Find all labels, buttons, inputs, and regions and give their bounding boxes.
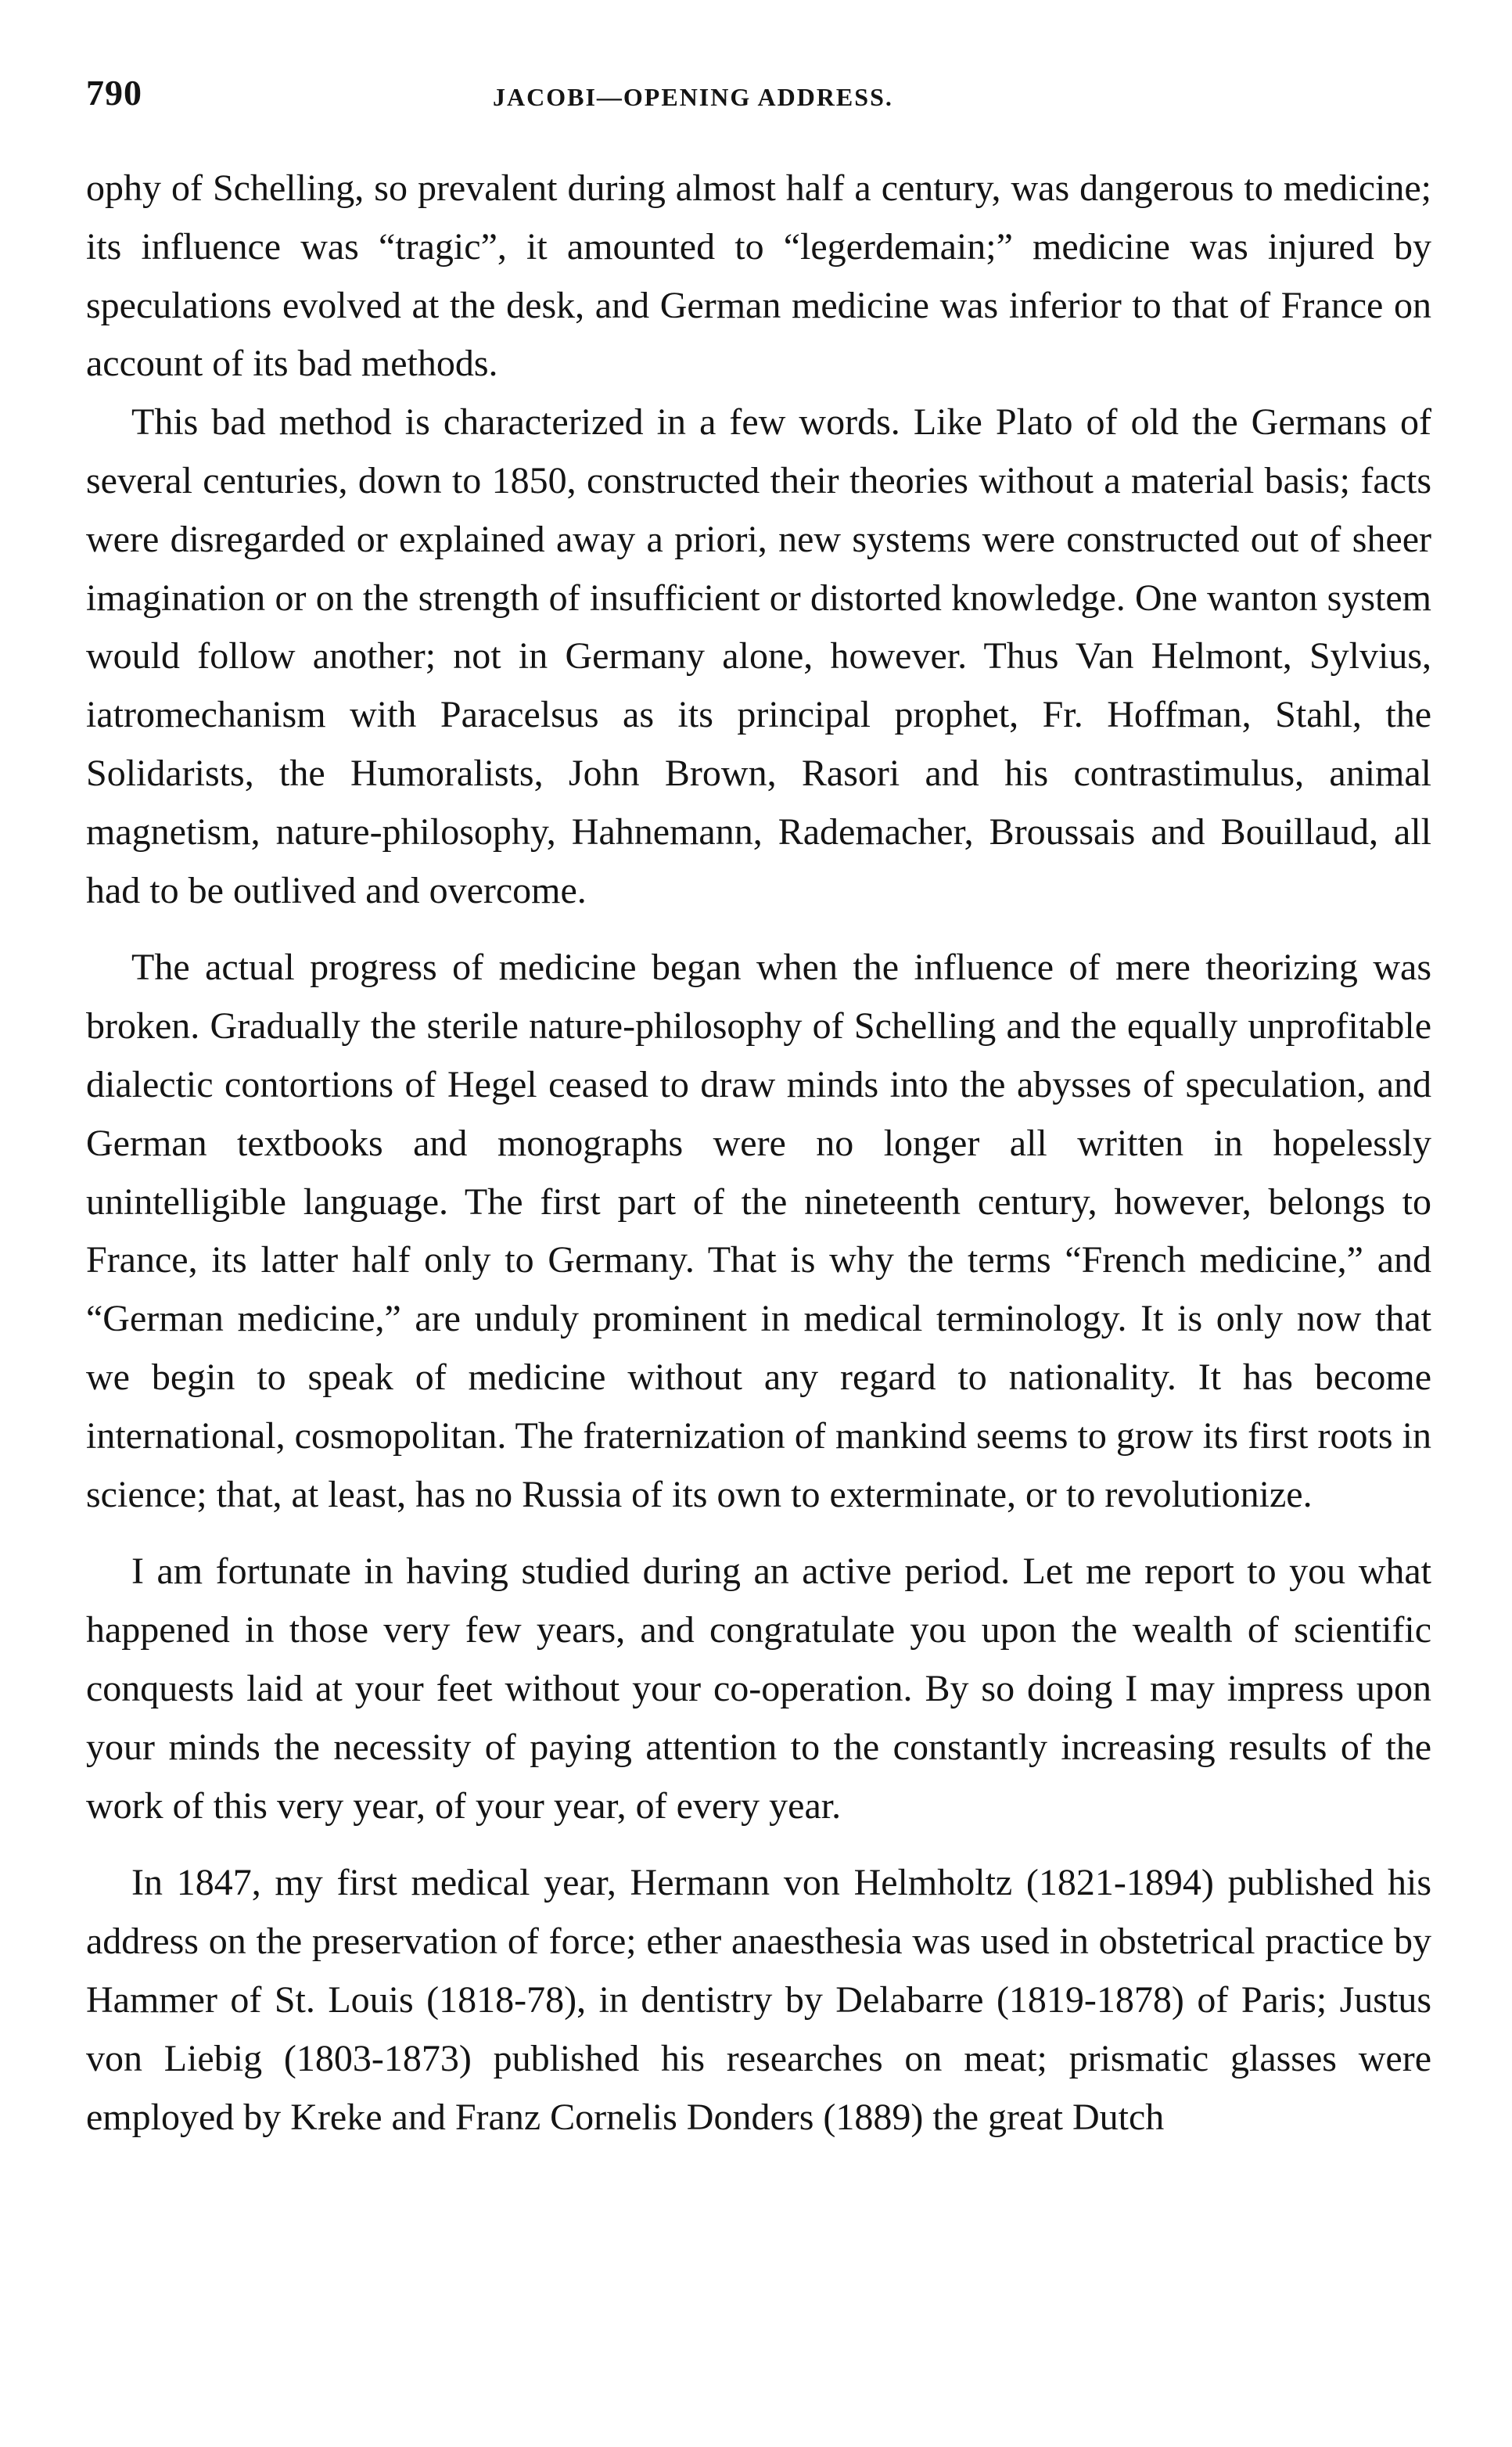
paragraph-continued: ophy of Schelling, so prevalent during almost half a century, was dangerous to medicine; its influence was “tragic”, it amounted to “legerdemain;” medicine was injured by speculations evolved at the desk, and German medicine was inferior to that of France on account of its bad methods.: [86, 167, 1431, 385]
paragraph-fortunate: I am fortunate in having studied during an active period. Let me report to you what happened in those very few years, and congratulate you upon the wealth of scientific conquests laid at your feet without your co-operation. By so doing I may impress upon your minds the necessity of paying attention to the constantly increasing results of the work of this very year, of your year, of every year.: [86, 1550, 1431, 1827]
paragraph-1847: In 1847, my first medical year, Hermann von Helmholtz (1821-1894) published his address on the preservation of force; ether anaesthesia was used in obstetrical practice by Hammer of St. Louis (1818-78), in dentistry by Delabarre (1819-1878) of Paris; Justus von Liebig (1803-1873) published his researches on meat; prismatic glasses were employed by Kreke and Franz Cornelis Donders (1889) the great Dutch: [86, 1862, 1431, 2138]
body-text: [86, 160, 1431, 2147]
running-head: [86, 72, 1431, 127]
running-title: JACOBI—OPENING ADDRESS.: [493, 83, 893, 111]
paragraph-bad-method: This bad method is characterized in a few words. Like Plato of old the Germans of several centuries, down to 1850, constructed their theories without a material basis; facts were disregarded or explained away a priori, new systems were constructed out of sheer imagination or on the strength of insufficient or distorted knowledge. One wanton system would follow another; not in Germany alone, however. Thus Van Helmont, Sylvius, iatromechanism with Paracelsus as its principal prophet, Fr. Hoffman, Stahl, the Solidarists, the Humoralists, John Brown, Rasori and his contrastimulus, animal magnetism, nature-philosophy, Hahnemann, Rademacher, Broussais and Bouillaud, all had to be outlived and overcome.: [86, 401, 1431, 911]
book-page: [86, 72, 1431, 2147]
page-number: 790: [86, 73, 142, 113]
paragraph-actual-progress: The actual progress of medicine began when the influence of mere theorizing was broken. Gradually the sterile nature-philosophy of Schelling and the equally unprofitable dialectic contortions of Hegel ceased to draw minds into the abysses of speculation, and German textbooks and monographs were no longer all written in hopelessly unintelligible language. The first part of the nineteenth century, however, belongs to France, its latter half only to Germany. That is why the terms “French medicine,” and “German medicine,” are unduly prominent in medical terminology. It is only now that we begin to speak of medicine without any regard to nationality. It has become international, cosmopolitan. The fraternization of mankind seems to grow its first roots in science; that, at least, has no Russia of its own to exterminate, or to revolutionize.: [86, 947, 1431, 1515]
